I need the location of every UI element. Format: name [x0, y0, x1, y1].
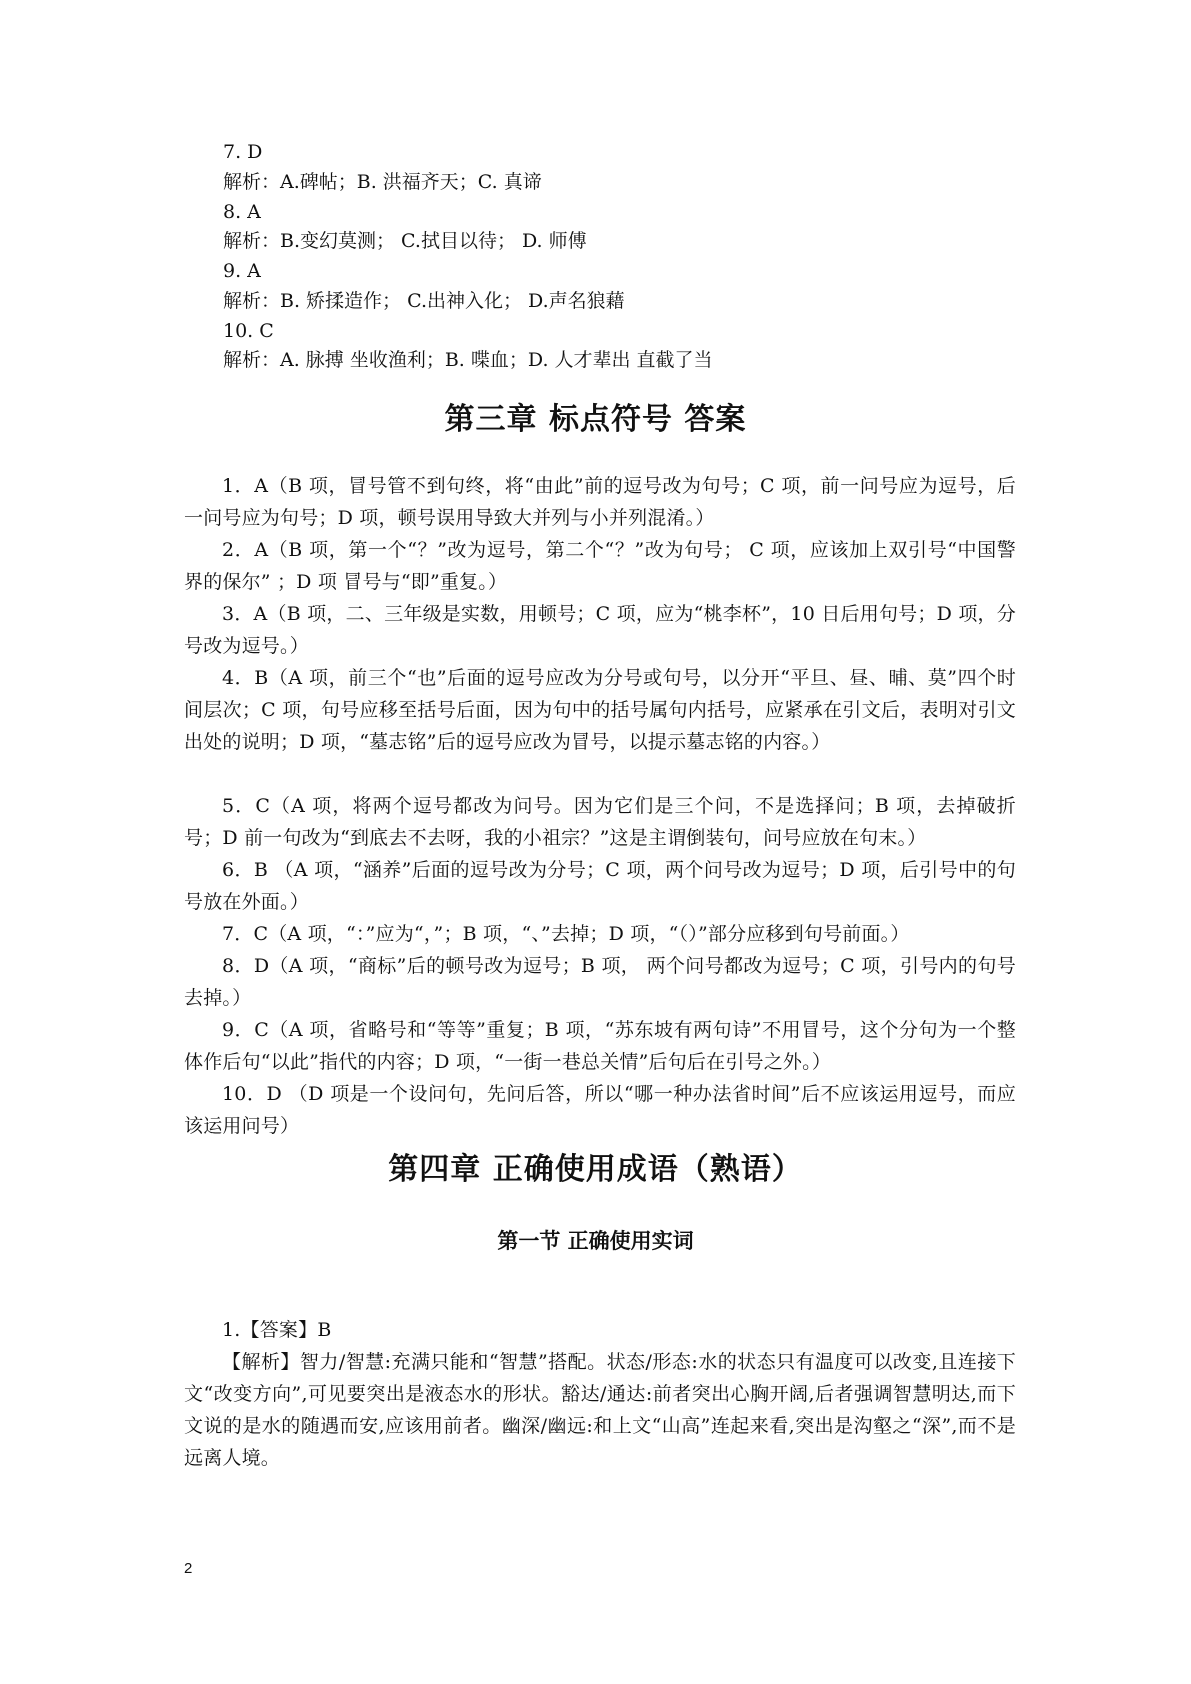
chapter3-answer-2: 2．A（B 项，第一个“？”改为逗号，第二个“？”改为句号； C 项，应该加上双引号“中国警界的保尔” ；D 项 冒号与“即”重复。） [184, 539, 1016, 593]
chapter3-answer-6: 6．B （A 项，“涵养”后面的逗号改为分号；C 项，两个问号改为逗号；D 项，后引号中的句号放在外面。） [184, 859, 1016, 913]
analysis-9: 解析：B. 矫揉造作； C.出神入化； D.声名狼藉 [223, 290, 625, 312]
analysis-10: 解析：A. 脉搏 坐收渔利；B. 喋血；D. 人才辈出 直截了当 [223, 349, 713, 371]
chapter3-answer-9: 9．C（A 项，省略号和“等等”重复；B 项，“苏东坡有两句诗”不用冒号，这个分句为一个整体作后句“以此”指代的内容；D 项，“一街一巷总关情”后句后在引号之外。） [184, 1019, 1016, 1073]
answer-9: 9. A [223, 260, 261, 282]
answer-8: 8. A [223, 201, 261, 223]
chapter4-answer-label: 1.【答案】B [222, 1319, 332, 1341]
chapter3-answer-7: 7．C（A 项，“：”应为“，”；B 项，“、”去掉；D 项，“（）”部分应移到句号前面。） [222, 923, 910, 945]
chapter3-title: 第三章 标点符号 答案 [444, 402, 747, 437]
answer-10: 10. C [223, 320, 274, 342]
chapter3-answer-10: 10．D （D 项是一个设问句，先问后答，所以“哪一种办法省时间”后不应该运用逗号，而应该运用问号） [184, 1083, 1016, 1137]
chapter3-answer-5: 5．C（A 项，将两个逗号都改为问号。因为它们是三个问，不是选择问；B 项，去掉破折号；D 前一句改为“到底去不去呀，我的小祖宗？”这是主谓倒装句，问号应放在句末。） [184, 795, 1016, 849]
analysis-8: 解析：B.变幻莫测； C.拭目以待； D. 师傅 [223, 230, 587, 252]
chapter3-answer-3: 3．A（B 项，二、三年级是实数，用顿号；C 项，应为“桃李杯”，10 日后用句号；D 项，分号改为逗号。） [184, 603, 1016, 657]
page-number: 2 [184, 1560, 193, 1577]
chapter4-title: 第四章 正确使用成语（熟语） [388, 1152, 803, 1187]
chapter3-answer-8: 8．D（A 项，“商标”后的顿号改为逗号；B 项， 两个问号都改为逗号；C 项，引号内的句号去掉。） [184, 955, 1016, 1009]
chapter3-answer-4: 4．B（A 项，前三个“也”后面的逗号应改为分号或句号，以分开“平旦、昼、晡、莫”四个时间层次；C 项，句号应移至括号后面，因为句中的括号属句内括号，应紧承在引文后，表明对引文出处的说明；D 项，“墓志铭”后的逗号应改为冒号，以提示墓志铭的内容。） [184, 667, 1016, 753]
analysis-7: 解析：A.碑帖；B. 洪福齐天；C. 真谛 [223, 171, 542, 193]
answer-7: 7. D [223, 141, 263, 163]
chapter3-answer-1: 1．A（B 项，冒号管不到句终，将“由此”前的逗号改为句号；C 项，前一问号应为逗号，后一问号应为句号；D 项，顿号误用导致大并列与小并列混淆。） [184, 475, 1016, 529]
section-title: 第一节 正确使用实词 [497, 1229, 694, 1253]
chapter4-analysis: 【解析】智力/智慧:充满只能和“智慧”搭配。状态/形态:水的状态只有温度可以改变,且连接下文“改变方向”,可见要突出是液态水的形状。豁达/通达:前者突出心胸开阔,后者强调智慧明达,而下文说的是水的随遇而安,应该用前者。幽深/幽远:和上文“山高”连起来看,突出是沟壑之“深”,而不是远离人境。 [184, 1351, 1016, 1469]
